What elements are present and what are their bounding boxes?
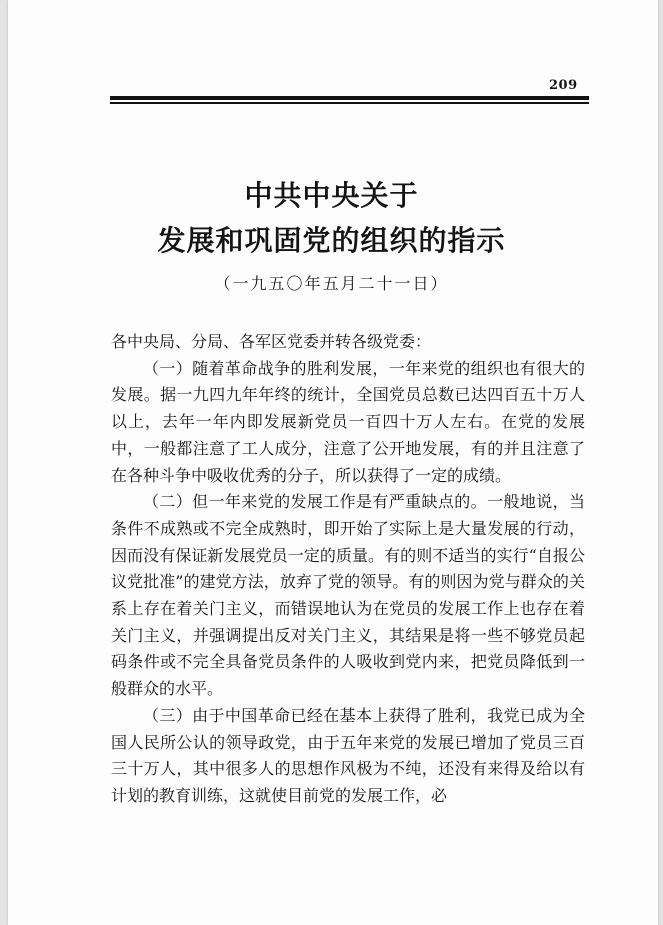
document-date: （一九五〇年五月二十一日） bbox=[214, 274, 449, 293]
header-rule-thin bbox=[110, 102, 589, 104]
header-rule-thick bbox=[110, 96, 589, 100]
document-title-line-1: 中共中央关于 bbox=[244, 179, 419, 212]
paragraph-1: （一）随着革命战争的胜利发展，一年来党的组织也有很大的发展。据一九四九年年终的统计，全国党员总数已达四百五十万人以上，去年一年内即发展新党员一百四十万人左右。在党的发展中，一般都注意了工人成分，注意了公开地发展，有的并且注意了在各种斗争中吸收优秀的分子，所以获得了一定的成绩。 bbox=[111, 358, 585, 485]
salutation: 各中央局、分局、各军区党委并转各级党委： bbox=[111, 332, 432, 351]
paragraph-2: （二）但一年来党的发展工作是有严重缺点的。一般地说，当条件不成熟或不完全成熟时，即开始了实际上是大量发展的行动，因而没有保证新发展党员一定的质量。有的则不适当的实行“自报公议党批准”的建党方法，放弃了党的领导。有的则因为党与群众的关系上存在着关门主义，而错误地认为在党员的发展工作上也存在着关门主义，并强调提出反对关门主义，其结果是将一些不够党员起码条件或不完全具备党员条件的人吸收到党内来，把党员降低到一般群众的水平。 bbox=[111, 492, 585, 699]
page-number: 209 bbox=[549, 78, 578, 93]
paragraph-3: （三）由于中国革命已经在基本上获得了胜利，我党已成为全国人民所公认的领导政党，由于五年来党的发展已增加了党员三百三十万人，其中很多人的思想作风极为不纯，还没有来得及给以有计划的教育训练，这就使目前党的发展工作，必 bbox=[111, 705, 585, 805]
document-title-line-2: 发展和巩固党的组织的指示 bbox=[157, 224, 506, 257]
document-body bbox=[111, 329, 585, 810]
